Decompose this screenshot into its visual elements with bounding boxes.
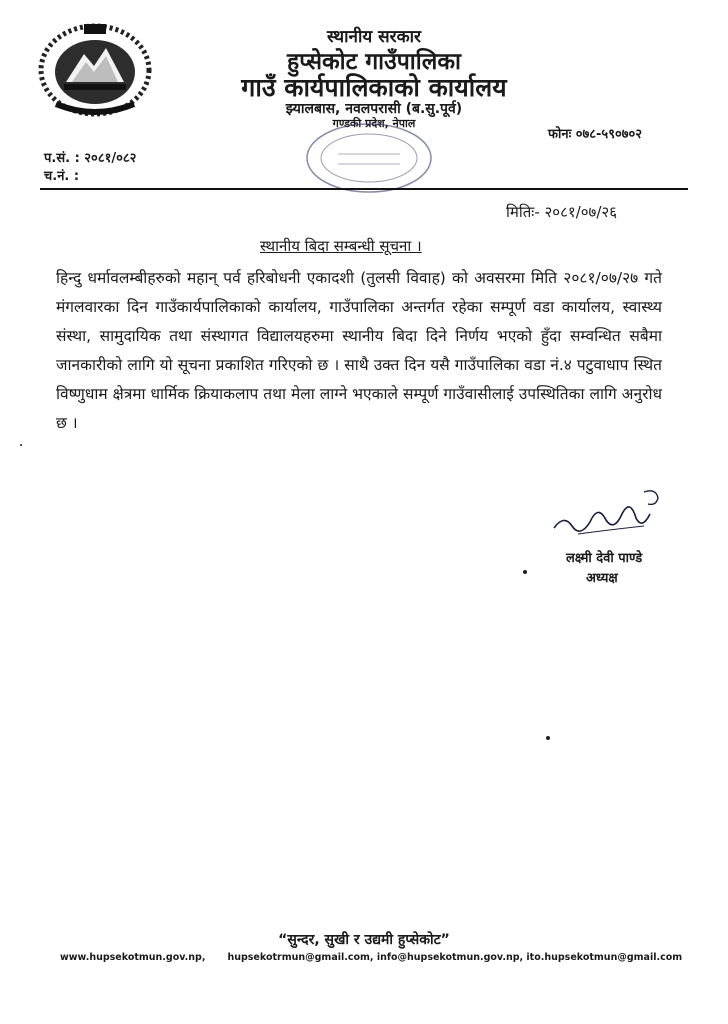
signatory-name: लक्ष्मी देवी पाण्डे (566, 551, 643, 566)
website-link[interactable]: www.hupsekotmun.gov.np, (60, 951, 206, 963)
speck (523, 570, 527, 574)
municipality-name: हुप्सेकोट गाउँपालिका (287, 49, 461, 75)
dispatch-number: च.नं. : (44, 169, 80, 184)
notice-subject: स्थानीय बिदा सम्बन्धी सूचना । (260, 237, 422, 255)
reference-number: प.सं. : २०८१/०८२ (44, 151, 137, 166)
local-government-label: स्थानीय सरकार (326, 27, 421, 47)
signature (548, 484, 668, 544)
signatory-title: अध्यक्ष (586, 571, 618, 586)
office-stamp (302, 118, 436, 198)
footer-contacts (56, 950, 683, 964)
email-links[interactable]: hupsekotrmun@gmail.com, info@hupsekotmun.gov.np, ito.hupsekotmun@gmail.com (227, 951, 683, 963)
phone-number: फोनः ०७८-५९०७०२ (548, 127, 642, 142)
office-address: झ्यालबास, नवलपरासी (ब.सु.पूर्व) (285, 101, 463, 117)
footer-motto: “सुन्दर, सुखी र उद्यमी हुप्सेकोट” (278, 932, 450, 948)
speck (546, 736, 550, 740)
notice-body: हिन्दु धर्मावलम्बीहरुको महान् पर्व हरिबोधनी एकादशी (तुलसी विवाह) को अवसरमा मिति २०८१/०७/२७ गते मंगलवारका दिन गाउँकार्यपालिकाको कार्यालय, गाउँपालिका अन्तर्गत रहेका सम्पूर्ण वडा कार्यालय, स्वास्थ्य संस्था, सामुदायिक तथा संस्थागत विद्यालयहरुमा स्थानीय बिदा दिने निर्णय भएको हुँदा सम्वन्धित सबैमा जानकारीको लागि यो सूचना प्रकाशित गरिएको छ । साथै उक्त दिन यसै गाउँपालिका वडा नं.४ पटुवाधाप स्थित विष्णुधाम क्षेत्रमा धार्मिक क्रियाकलाप तथा मेला लाग्ने भएकाले सम्पूर्ण गाउँवासीलाई उपस्थितिका लागि अनुरोध छ । (56, 269, 662, 432)
speck (20, 444, 22, 446)
office-name: गाउँ कार्यपालिकाको कार्यालय (241, 73, 507, 102)
notice-date: मितिः- २०८१/०७/२६ (506, 203, 618, 221)
header-divider (40, 188, 688, 190)
province-label: गण्डकी प्रदेश, नेपाल (332, 117, 416, 130)
